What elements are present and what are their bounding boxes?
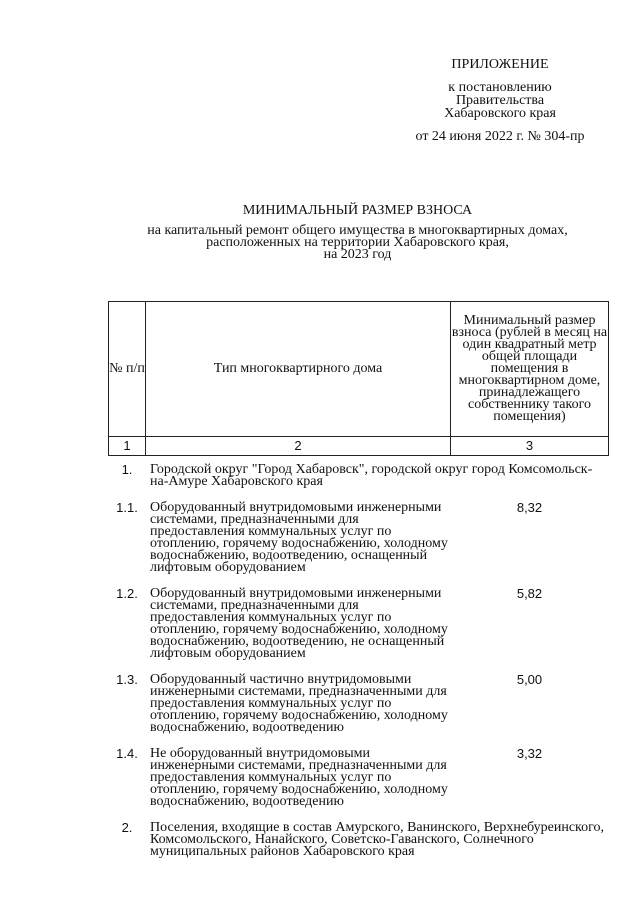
row-number: 2. <box>121 820 133 835</box>
title-sub-3: на 2023 год <box>323 247 392 262</box>
row-number: 1.2. <box>116 586 138 601</box>
row-number: 1.1. <box>116 500 138 515</box>
table-body <box>108 464 609 872</box>
row-text: Оборудованный внутридомовыми инженерными системами, предназначенными для предоставления коммунальных услуг по отоплению, горячему водоснабжению, холодному водоснабжению, водоотведению, не оснащенный лифтовым оборудованием <box>150 586 448 661</box>
header-line-3: Хабаровского края <box>444 106 556 121</box>
row-value: 8,32 <box>516 500 543 515</box>
row-value: 5,82 <box>516 586 543 601</box>
header-date: от 24 июня 2022 г. № 304-пр <box>415 129 585 144</box>
document-header <box>405 58 595 143</box>
row-text: Оборудованный частично внутридомовыми инженерными системами, предназначенными для предоставления коммунальных услуг по отоплению, горячему водоснабжению, холодному водоснабжению, водоотведению <box>150 672 448 735</box>
title-sub-1: на капитальный ремонт общего имущества в многоквартирных домах, <box>147 223 568 238</box>
row-number: 1.3. <box>116 672 138 687</box>
title-main: МИНИМАЛЬНЫЙ РАЗМЕР ВЗНОСА <box>242 203 473 218</box>
row-text: Городской округ "Город Хабаровск", городской округ город Комсомольск-на-Амуре Хабаровского края <box>150 462 593 489</box>
table-row <box>108 464 609 488</box>
table-row <box>108 502 609 574</box>
header-cell-rate: Минимальный размер взноса (рублей в месяц на один квадратный метр общей площади помещения в многоквартирном доме, принадлежащего собственнику такого помещения) <box>451 302 609 437</box>
row-number: 1. <box>121 462 133 477</box>
table-row <box>108 748 609 808</box>
header-cell-num: № п/п <box>109 302 146 437</box>
table-row <box>108 822 609 858</box>
column-number-3: 3 <box>451 437 609 456</box>
row-text: Не оборудованный внутридомовыми инженерными системами, предназначенными для предоставления коммунальных услуг по отоплению, горячему водоснабжению, холодному водоснабжению, водоотведению <box>150 746 448 809</box>
title-sub-2: расположенных на территории Хабаровского края, <box>206 235 509 250</box>
table-row <box>108 674 609 734</box>
appendix-caption: ПРИЛОЖЕНИЕ <box>451 57 549 72</box>
column-number-1: 1 <box>109 437 146 456</box>
row-text: Поселения, входящие в состав Амурского, Ванинского, Верхнебуреинского, Комсомольского, Нанайского, Советско-Гаванского, Солнечного муниципальных районов Хабаровского края <box>150 820 605 859</box>
row-value: 5,00 <box>516 672 543 687</box>
table-header <box>108 301 609 456</box>
header-cell-type: Тип многоквартирного дома <box>146 302 451 437</box>
row-number: 1.4. <box>116 746 138 761</box>
header-line-1: к постановлению <box>448 80 552 95</box>
table-row <box>108 588 609 660</box>
header-line-2: Правительства <box>455 93 545 108</box>
row-value: 3,32 <box>516 746 543 761</box>
column-number-2: 2 <box>146 437 451 456</box>
row-text: Оборудованный внутридомовыми инженерными системами, предназначенными для предоставления коммунальных услуг по отоплению, горячему водоснабжению, холодному водоснабжению, водоотведению, оснащенный лифтовым оборудованием <box>150 500 448 575</box>
document-title <box>130 205 585 261</box>
